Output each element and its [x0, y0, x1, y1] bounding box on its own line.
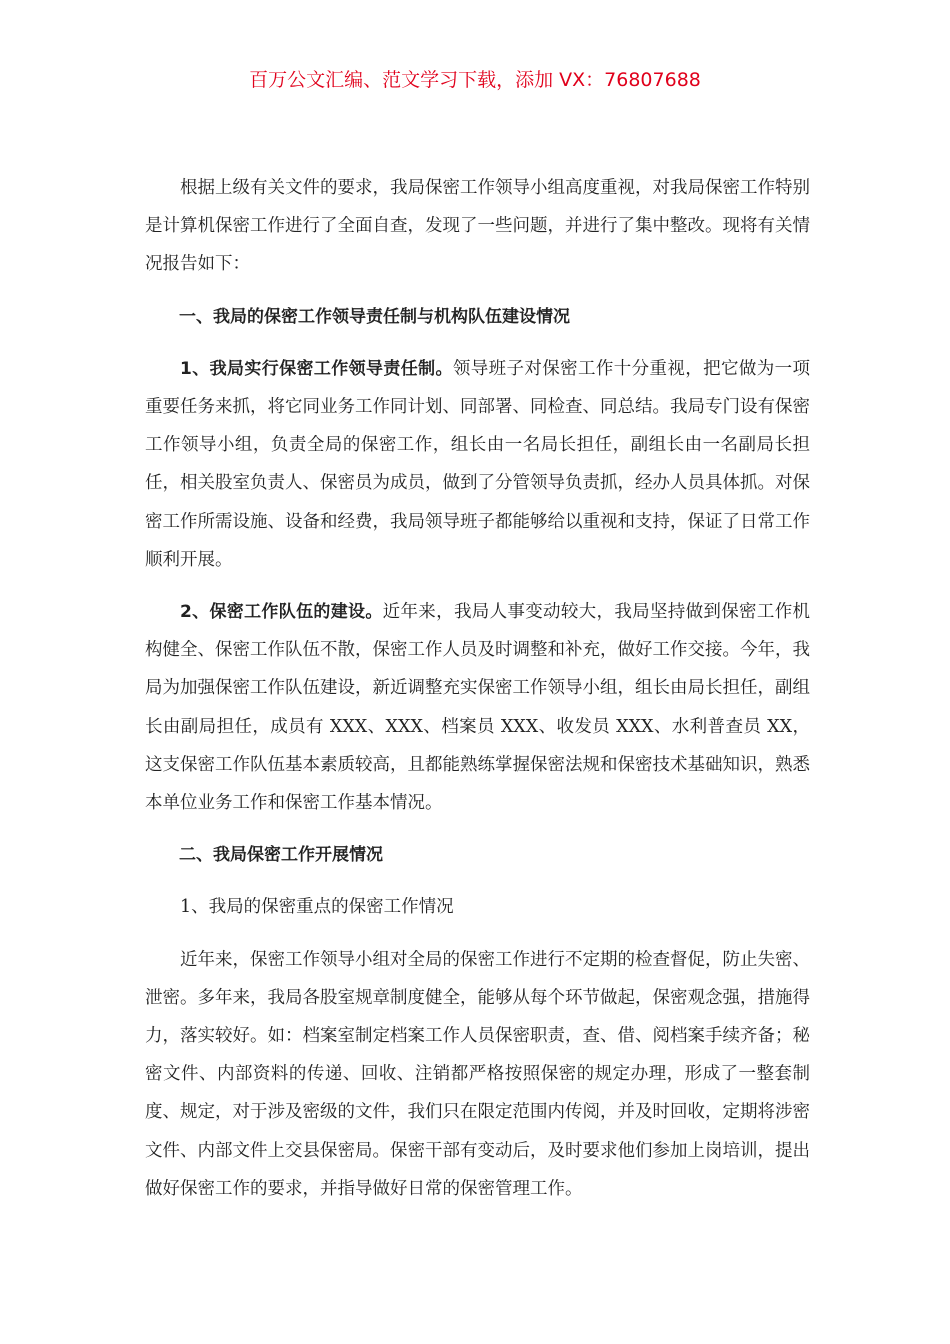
- section-1-item-1: [145, 350, 810, 579]
- section-2-subheading: 1、我局的保密重点的保密工作情况: [180, 897, 454, 918]
- section-1-heading: 一、我局的保密工作领导责任制与机构队伍建设情况: [179, 306, 570, 327]
- header-banner: 百万公文汇编、范文学习下载，添加 VX：76807688: [249, 69, 701, 91]
- item-2-text: 近年来，我局人事变动较大，我局坚持做到保密工作机构健全、保密工作队伍不散，保密工作人员及时调整和补充，做好工作交接。今年，我局为加强保密工作队伍建设，新近调整充实保密工作领导小组，组长由局长担任，副组长由副局担任，成员有 XXX、XXX、档案员 XXX、收发员 XXX、水利普查员 XX，这支保密工作队伍基本素质较高，且都能熟练掌握保密法规和保密技术基础知识，熟悉本单位业务工作和保密工作基本情况。: [145, 602, 811, 814]
- item-1-lead: 1、我局实行保密工作领导责任制。: [180, 358, 453, 379]
- document-body: [145, 169, 810, 1208]
- intro-paragraph: 根据上级有关文件的要求，我局保密工作领导小组高度重视，对我局保密工作特别是计算机保密工作进行了全面自查，发现了一些问题，并进行了集中整改。现将有关情况报告如下：: [145, 178, 810, 275]
- item-2-lead: 2、保密工作队伍的建设。: [180, 602, 383, 623]
- section-1-item-2: [145, 593, 810, 822]
- item-1-text: 领导班子对保密工作十分重视，把它做为一项重要任务来抓，将它同业务工作同计划、同部署、同检查、同总结。我局专门设有保密工作领导小组，负责全局的保密工作，组长由一名局长担任，副组长由一名副局长担任，相关股室负责人、保密员为成员，做到了分管领导负责抓，经办人员具体抓。对保密工作所需设施、设备和经费，我局领导班子都能够给以重视和支持，保证了日常工作顺利开展。: [145, 358, 811, 570]
- section-2-heading: 二、我局保密工作开展情况: [179, 845, 383, 866]
- section-2-paragraph: 近年来，保密工作领导小组对全局的保密工作进行不定期的检查督促，防止失密、泄密。多年来，我局各股室规章制度健全，能够从每个环节做起，保密观念强，措施得力，落实较好。如：档案室制定档案工作人员保密职责，查、借、阅档案手续齐备；秘密文件、内部资料的传递、回收、注销都严格按照保密的规定办理，形成了一整套制度、规定，对于涉及密级的文件，我们只在限定范围内传阅，并及时回收，定期将涉密文件、内部文件上交县保密局。保密干部有变动后，及时要求他们参加上岗培训，提出做好保密工作的要求，并指导做好日常的保密管理工作。: [145, 949, 810, 1199]
